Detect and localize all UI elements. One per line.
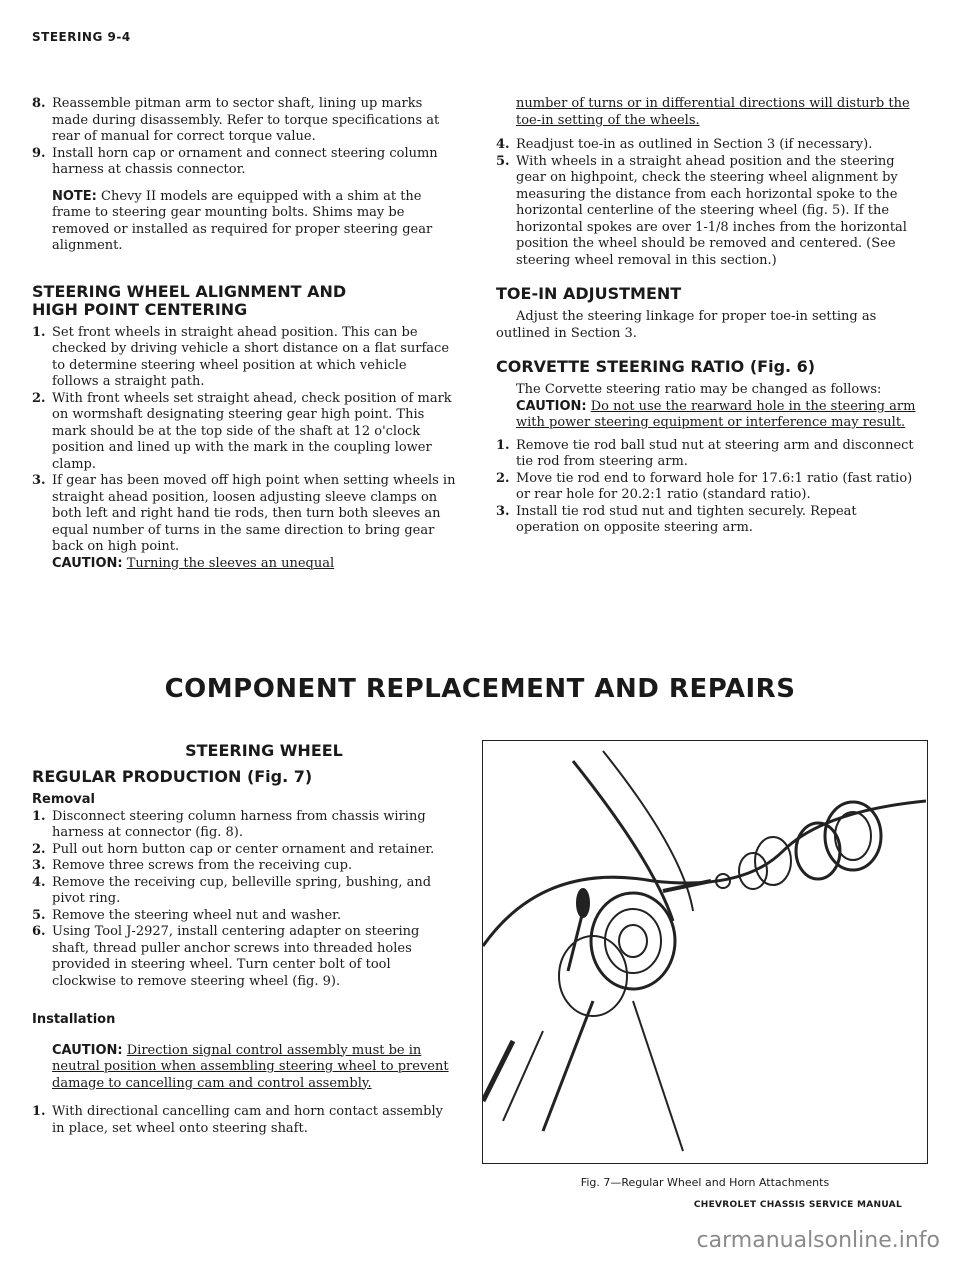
list-item: 6. Using Tool J-2927, install centering adapter on steering shaft, thread puller anchor screws into threaded holes provided in steering wheel. Turn center bolt of tool clockwise to remove steering wheel (fig. 9). <box>32 924 420 989</box>
list-item: 2. Pull out horn button cap or center ornament and retainer. <box>32 841 435 857</box>
alignment-steps <box>32 325 456 556</box>
section-title-steering-wheel: STEERING WHEEL <box>185 741 343 760</box>
list-item: 5. With wheels in a straight ahead position and the steering gear on highpoint, check the steering wheel alignment by measuring the distance from each horizontal spoke to the horizontal centerline of the steering wheel (fig. 5). If the horizontal spokes are over 1-1/8 inches from the horizontal position the wheel should be removed and centered. (See steering wheel removal in this section.) <box>496 153 907 268</box>
removal-heading: Removal <box>32 792 96 807</box>
page-header: STEERING 9-4 <box>32 30 131 44</box>
left-column-bottom <box>32 742 456 1137</box>
chapter-title: COMPONENT REPLACEMENT AND REPAIRS <box>164 674 796 704</box>
list-item: 4. Remove the receiving cup, belleville spring, bushing, and pivot ring. <box>32 874 432 906</box>
caution: CAUTION: Do not use the rearward hole in the steering arm with power steering equipment or interference may result. <box>516 398 916 430</box>
installation-heading: Installation <box>32 1012 116 1027</box>
list-item: 4. Readjust toe-in as outlined in Section 3 (if necessary). <box>496 137 873 152</box>
list-item: 9. Install horn cap or ornament and connect steering column harness at chassis connector. <box>32 145 438 177</box>
list-item: 3. If gear has been moved off high point when setting wheels in straight ahead position, loosen adjusting sleeve clamps on both left and right hand tie rods, then turn both sleeves an equal number of turns in the same direction to bring gear back on high point. <box>32 473 456 554</box>
steering-wheel-exploded-drawing <box>483 741 926 1162</box>
list-item: 3. Remove three screws from the receiving cup. <box>32 858 353 873</box>
install-steps <box>32 1104 456 1137</box>
subsection-title: REGULAR PRODUCTION (Fig. 7) <box>32 767 313 786</box>
list-item: 5. Remove the steering wheel nut and washer. <box>32 907 342 923</box>
section-title-ratio: CORVETTE STEERING RATIO (Fig. 6) <box>496 357 816 376</box>
list-item: 8. Reassemble pitman arm to sector shaft, lining up marks made during disassembly. Refer to torque specifications at rear of manual for correct torque value. <box>32 96 440 144</box>
page-footer: CHEVROLET CHASSIS SERVICE MANUAL <box>693 1200 902 1210</box>
figure-caption: Fig. 7—Regular Wheel and Horn Attachments <box>580 1176 830 1189</box>
list-item: 1. Disconnect steering column harness from chassis wiring harness at connector (fig. 8). <box>32 808 426 840</box>
right-column-top <box>496 96 916 537</box>
continued-text: number of turns or in differential directions will disturb the toe-in setting of the wheels. <box>516 96 910 128</box>
step-list <box>496 137 916 269</box>
ratio-steps <box>496 438 916 537</box>
toe-in-text: Adjust the steering linkage for proper toe-in setting as outlined in Section 3. <box>496 309 877 341</box>
note: NOTE: Chevy II models are equipped with a shim at the frame to steering gear mounting bolts. Shims may be removed or installed as required for proper steering gear alignment. <box>52 188 433 253</box>
list-item: 2. With front wheels set straight ahead, check position of mark on wormshaft designating steering gear high point. This mark should be at the top side of the shaft at 12 o'clock position and lined up with the mark in the coupling lower clamp. <box>32 390 452 472</box>
removal-steps <box>32 809 456 991</box>
step-list <box>32 96 456 179</box>
list-item: 1. Set front wheels in straight ahead position. This can be checked by driving vehicle a short distance on a flat surface to determine steering wheel position at which vehicle follows a straight path. <box>32 324 450 389</box>
left-column-top <box>32 96 456 572</box>
section-title-alignment: STEERING WHEEL ALIGNMENT AND HIGH POINT CENTERING <box>32 281 347 319</box>
figure-7-illustration <box>482 740 928 1164</box>
list-item: 1. With directional cancelling cam and horn contact assembly in place, set wheel onto steering shaft. <box>32 1104 444 1136</box>
section-title-toe-in: TOE-IN ADJUSTMENT <box>496 284 682 303</box>
list-item: 1. Remove tie rod ball stud nut at steering arm and disconnect tie rod from steering arm. <box>496 437 914 469</box>
caution: CAUTION: Direction signal control assembly must be in neutral position when assembling steering wheel to prevent damage to cancelling cam and control assembly. <box>52 1042 449 1091</box>
list-item: 3. Install tie rod stud nut and tighten securely. Repeat operation on opposite steering arm. <box>496 503 857 535</box>
watermark: carmanualsonline.info <box>696 1228 940 1253</box>
caution: CAUTION: Turning the sleeves an unequal <box>52 555 335 571</box>
ratio-intro: The Corvette steering ratio may be changed as follows: <box>516 382 882 397</box>
list-item: 2. Move tie rod end to forward hole for 17.6:1 ratio (fast ratio) or rear hole for 20.2:1 ratio (standard ratio). <box>496 470 913 502</box>
